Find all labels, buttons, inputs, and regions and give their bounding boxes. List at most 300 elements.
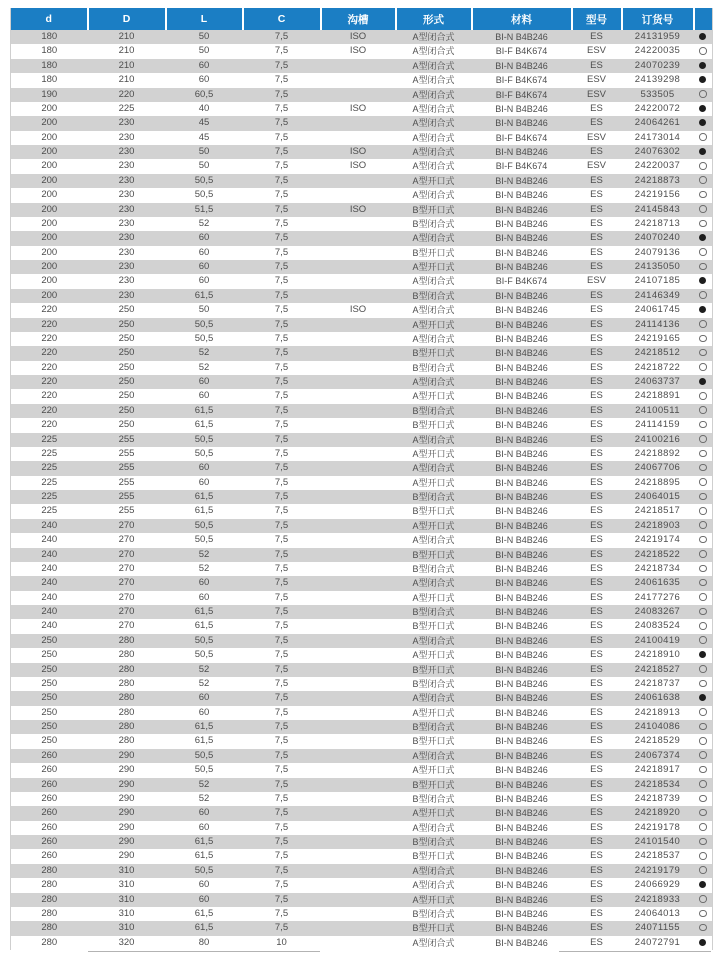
table-row: [11, 145, 713, 159]
cell-L: 50: [198, 160, 210, 172]
cell-groove: [321, 734, 396, 748]
table-row: [11, 634, 713, 648]
table-row: [11, 332, 713, 346]
open-dot-icon: [699, 47, 707, 55]
cell-model: ES: [590, 476, 603, 488]
cell-groove: ISO: [349, 203, 367, 215]
cell-form: A型闭合式: [412, 822, 455, 833]
cell-form: B型开口式: [412, 348, 455, 359]
cell-order: 24219179: [634, 864, 681, 876]
column-header-material: 材料: [472, 8, 572, 30]
cell-D: 230: [118, 174, 135, 186]
table-row: [11, 548, 713, 562]
cell-stock: [694, 663, 713, 677]
cell-form: A型闭合式: [412, 75, 455, 86]
cell-order: 24070239: [634, 59, 681, 71]
cell-model: ES: [590, 117, 603, 129]
cell-groove: [321, 778, 396, 792]
table-row: [11, 303, 713, 317]
cell-order: 24219178: [634, 821, 681, 833]
column-header-form: 形式: [396, 8, 472, 30]
cell-form: A型闭合式: [412, 103, 455, 114]
cell-form: B型开口式: [412, 247, 455, 258]
cell-material: BI-N B4B246: [495, 333, 548, 344]
cell-groove: [321, 792, 396, 806]
cell-material: BI-N B4B246: [495, 693, 548, 704]
cell-stock: [694, 792, 713, 806]
cell-C: 7,5: [274, 419, 289, 431]
cell-d: 200: [41, 189, 58, 201]
cell-d: 280: [41, 893, 58, 905]
cell-model: ESV: [586, 88, 606, 100]
cell-D: 250: [118, 318, 135, 330]
cell-order: 24218873: [634, 174, 681, 186]
column-header-d: d: [11, 8, 88, 30]
cell-D: 225: [118, 102, 135, 114]
table-row: [11, 849, 713, 863]
open-dot-icon: [699, 191, 707, 199]
cell-D: 230: [118, 189, 135, 201]
cell-D: 310: [118, 907, 135, 919]
cell-D: 250: [118, 347, 135, 359]
cell-L: 50,5: [194, 764, 214, 776]
table-row: [11, 921, 713, 935]
cell-form: A型闭合式: [412, 132, 455, 143]
table-row: [11, 188, 713, 202]
cell-material: BI-N B4B246: [495, 290, 548, 301]
cell-model: ES: [590, 936, 603, 948]
cell-form: A型开口式: [412, 391, 455, 402]
cell-order: 24218517: [634, 505, 681, 517]
cell-form: A型闭合式: [412, 937, 455, 948]
table-row: [11, 835, 713, 849]
table-row: [11, 893, 713, 907]
cell-C: 7,5: [274, 649, 289, 661]
cell-groove: [321, 562, 396, 576]
cell-C: 7,5: [274, 261, 289, 272]
open-dot-icon: [699, 263, 707, 271]
cell-order: 24218903: [634, 519, 681, 531]
cell-order: 24218917: [634, 764, 681, 776]
cell-groove: [321, 619, 396, 633]
cell-L: 40: [198, 102, 210, 114]
cell-stock: [694, 936, 713, 950]
cell-material: BI-N B4B246: [495, 578, 548, 589]
table-row: [11, 346, 713, 360]
table-row: [11, 44, 713, 58]
cell-D: 290: [118, 764, 135, 776]
table-row: [11, 246, 713, 260]
cell-C: 7,5: [274, 562, 289, 574]
open-dot-icon: [699, 565, 707, 573]
open-dot-icon: [699, 478, 707, 486]
filled-dot-icon: [699, 306, 706, 313]
cell-stock: [694, 533, 713, 547]
cell-material: BI-N B4B246: [495, 262, 548, 272]
cell-d: 240: [41, 591, 58, 603]
cell-material: BI-N B4B246: [495, 722, 548, 732]
cell-groove: [321, 878, 396, 892]
cell-groove: ISO: [349, 146, 367, 157]
cell-order: 24101540: [634, 836, 681, 847]
cell-model: ES: [590, 663, 603, 675]
cell-C: 7,5: [274, 476, 289, 488]
cell-d: 280: [41, 879, 58, 891]
cell-groove: ISO: [349, 31, 367, 42]
cell-L: 60: [198, 476, 210, 488]
cell-stock: [694, 231, 713, 245]
cell-L: 61,5: [194, 735, 214, 747]
table-row: [11, 864, 713, 878]
cell-model: ES: [590, 433, 603, 445]
cell-order: 24064261: [634, 117, 681, 129]
cell-material: BI-F B4K674: [495, 46, 548, 57]
cell-D: 270: [118, 562, 135, 574]
cell-d: 280: [41, 907, 58, 919]
cell-stock: [694, 73, 713, 87]
cell-form: B型开口式: [412, 779, 455, 790]
cell-L: 60: [198, 577, 210, 589]
cell-d: 250: [41, 649, 58, 661]
cell-C: 10: [276, 936, 287, 948]
cell-stock: [694, 720, 713, 734]
cell-L: 60: [198, 591, 210, 603]
cell-D: 230: [118, 217, 135, 229]
cell-D: 250: [118, 404, 135, 416]
open-dot-icon: [699, 493, 707, 501]
cell-material: BI-N B4B246: [495, 391, 548, 402]
cell-D: 290: [118, 850, 135, 862]
table-row: [11, 792, 713, 806]
open-dot-icon: [699, 622, 707, 630]
cell-stock: [694, 102, 713, 116]
cell-d: 200: [41, 217, 58, 229]
cell-d: 200: [41, 160, 58, 172]
open-dot-icon: [699, 521, 707, 529]
cell-material: BI-N B4B246: [495, 305, 548, 316]
cell-form: B型闭合式: [412, 290, 455, 301]
cell-material: BI-F B4K674: [495, 276, 548, 287]
cell-L: 60: [198, 821, 210, 833]
cell-material: BI-N B4B246: [495, 837, 548, 847]
cell-C: 7,5: [274, 217, 289, 229]
cell-material: BI-N B4B246: [495, 448, 548, 459]
cell-material: BI-N B4B246: [495, 851, 548, 862]
cell-D: 270: [118, 534, 135, 546]
cell-material: BI-N B4B246: [495, 348, 548, 359]
table-row: [11, 73, 713, 87]
cell-d: 220: [41, 332, 58, 344]
cell-order: 24218522: [634, 548, 681, 560]
cell-stock: [694, 346, 713, 360]
table-row: [11, 476, 713, 490]
cell-d: 240: [41, 620, 58, 632]
cell-form: A型闭合式: [412, 377, 455, 387]
cell-order: 24218512: [634, 347, 681, 359]
cell-material: BI-N B4B246: [495, 420, 548, 431]
cell-d: 220: [41, 318, 58, 330]
cell-stock: [694, 145, 713, 159]
cell-d: 200: [41, 203, 58, 215]
cell-material: BI-N B4B246: [495, 865, 548, 876]
cell-C: 7,5: [274, 792, 289, 804]
cell-d: 220: [41, 404, 58, 416]
table-row: [11, 936, 713, 950]
cell-stock: [694, 174, 713, 188]
cell-D: 280: [118, 677, 135, 689]
cell-form: B型闭合式: [412, 405, 455, 416]
table-row: [11, 418, 713, 432]
cell-d: 280: [41, 936, 58, 948]
cell-L: 50: [198, 304, 210, 316]
table-row: [11, 131, 713, 145]
cell-material: BI-N B4B246: [495, 779, 548, 790]
cell-d: 225: [41, 447, 58, 459]
cell-d: 250: [41, 721, 58, 732]
cell-C: 7,5: [274, 31, 289, 42]
cell-model: ES: [590, 807, 603, 819]
cell-D: 230: [118, 203, 135, 215]
cell-L: 60: [198, 390, 210, 402]
cell-L: 50,5: [194, 189, 214, 201]
open-dot-icon: [699, 680, 707, 688]
table-row: [11, 433, 713, 447]
cell-L: 80: [198, 936, 210, 948]
cell-material: BI-N B4B246: [495, 793, 548, 804]
cell-material: BI-N B4B246: [495, 535, 548, 546]
cell-C: 7,5: [274, 634, 289, 646]
cell-L: 50,5: [194, 634, 214, 646]
open-dot-icon: [699, 435, 707, 443]
cell-C: 7,5: [274, 491, 289, 502]
cell-L: 60: [198, 376, 210, 387]
cell-model: ES: [590, 634, 603, 646]
cell-material: BI-F B4K674: [495, 132, 548, 143]
cell-order: 24218734: [634, 562, 681, 574]
cell-material: BI-N B4B246: [495, 405, 548, 416]
cell-order: 24218910: [634, 649, 681, 661]
cell-D: 270: [118, 591, 135, 603]
cell-C: 7,5: [274, 45, 289, 57]
cell-L: 50: [198, 31, 210, 42]
cell-C: 7,5: [274, 203, 289, 215]
cell-form: A型闭合式: [412, 693, 455, 704]
cell-stock: [694, 433, 713, 447]
cell-model: ES: [590, 519, 603, 531]
cell-model: ES: [590, 318, 603, 330]
cell-d: 250: [41, 634, 58, 646]
cell-d: 240: [41, 519, 58, 531]
cell-stock: [694, 634, 713, 648]
table-row: [11, 361, 713, 375]
cell-D: 280: [118, 706, 135, 718]
cell-D: 220: [118, 88, 135, 100]
cell-D: 210: [118, 31, 135, 42]
cell-stock: [694, 849, 713, 863]
cell-order: 24064015: [634, 491, 681, 502]
cell-D: 290: [118, 749, 135, 761]
cell-stock: [694, 864, 713, 878]
filled-dot-icon: [699, 148, 706, 155]
table-row: [11, 821, 713, 835]
cell-form: B型闭合式: [412, 837, 455, 847]
cell-stock: [694, 246, 713, 260]
cell-form: B型开口式: [412, 621, 455, 632]
cell-form: B型闭合式: [412, 793, 455, 804]
cell-C: 7,5: [274, 807, 289, 819]
cell-groove: [321, 663, 396, 677]
open-dot-icon: [699, 507, 707, 515]
cell-material: BI-F B4K674: [495, 161, 548, 172]
cell-form: A型闭合式: [412, 880, 455, 891]
table-row: [11, 734, 713, 748]
cell-groove: ISO: [349, 102, 367, 114]
cell-groove: [321, 188, 396, 202]
cell-groove: [321, 591, 396, 605]
cell-stock: [694, 361, 713, 375]
table-row: [11, 231, 713, 245]
cell-form: B型闭合式: [412, 218, 455, 229]
cell-C: 7,5: [274, 347, 289, 359]
cell-d: 260: [41, 821, 58, 833]
cell-form: A型闭合式: [412, 276, 455, 287]
cell-d: 260: [41, 807, 58, 819]
cell-form: B型开口式: [412, 923, 455, 934]
cell-model: ES: [590, 102, 603, 114]
cell-L: 52: [198, 677, 210, 689]
cell-model: ES: [590, 864, 603, 876]
cell-d: 200: [41, 174, 58, 186]
cell-material: BI-N B4B246: [495, 664, 548, 675]
cell-C: 7,5: [274, 721, 289, 732]
cell-D: 290: [118, 778, 135, 790]
cell-C: 7,5: [274, 318, 289, 330]
cell-material: BI-N B4B246: [495, 822, 548, 833]
cell-form: A型闭合式: [412, 60, 455, 71]
cell-form: A型开口式: [412, 765, 455, 776]
cell-groove: [321, 260, 396, 274]
cell-material: BI-N B4B246: [495, 32, 548, 42]
cell-form: A型闭合式: [412, 434, 455, 445]
cell-stock: [694, 821, 713, 835]
table-bottom-border-left: [88, 951, 320, 952]
cell-order: 24218737: [634, 677, 681, 689]
cell-d: 240: [41, 548, 58, 560]
cell-C: 7,5: [274, 922, 289, 934]
cell-d: 260: [41, 792, 58, 804]
cell-material: BI-N B4B246: [495, 563, 548, 574]
cell-groove: [321, 389, 396, 403]
table-row: [11, 461, 713, 475]
cell-d: 220: [41, 390, 58, 402]
cell-model: ES: [590, 447, 603, 459]
cell-form: B型闭合式: [412, 607, 455, 617]
table-row: [11, 720, 713, 734]
cell-material: BI-N B4B246: [495, 808, 548, 819]
cell-C: 7,5: [274, 577, 289, 589]
cell-order: 24219156: [634, 189, 681, 201]
cell-C: 7,5: [274, 462, 289, 474]
cell-groove: ISO: [349, 45, 367, 57]
cell-form: B型闭合式: [412, 908, 455, 919]
cell-d: 240: [41, 577, 58, 589]
cell-C: 7,5: [274, 88, 289, 100]
cell-D: 270: [118, 577, 135, 589]
cell-d: 260: [41, 778, 58, 790]
cell-d: 180: [41, 31, 58, 42]
cell-C: 7,5: [274, 821, 289, 833]
cell-groove: [321, 893, 396, 907]
cell-model: ES: [590, 792, 603, 804]
table-row: [11, 289, 713, 303]
cell-form: B型闭合式: [412, 678, 455, 689]
cell-form: A型闭合式: [412, 333, 455, 344]
cell-stock: [694, 706, 713, 720]
cell-stock: [694, 648, 713, 662]
cell-d: 220: [41, 304, 58, 316]
open-dot-icon: [699, 133, 707, 141]
cell-groove: [321, 936, 396, 950]
cell-C: 7,5: [274, 879, 289, 891]
cell-L: 60: [198, 879, 210, 891]
table-row: [11, 88, 713, 102]
cell-groove: [321, 131, 396, 145]
cell-C: 7,5: [274, 548, 289, 560]
cell-C: 7,5: [274, 534, 289, 546]
cell-L: 61,5: [194, 404, 214, 416]
cell-model: ES: [590, 31, 603, 42]
cell-L: 61,5: [194, 922, 214, 934]
cell-C: 7,5: [274, 376, 289, 387]
cell-form: A型开口式: [412, 707, 455, 718]
cell-groove: [321, 720, 396, 734]
cell-order: 24220037: [634, 160, 681, 172]
cell-D: 280: [118, 721, 135, 732]
cell-form: A型闭合式: [412, 305, 455, 316]
cell-model: ES: [590, 821, 603, 833]
table-row: [11, 30, 713, 44]
cell-form: A型闭合式: [412, 118, 455, 129]
cell-D: 230: [118, 131, 135, 143]
cell-groove: [321, 921, 396, 935]
cell-stock: [694, 188, 713, 202]
cell-order: 24063737: [634, 376, 681, 387]
cell-groove: [321, 476, 396, 490]
cell-model: ES: [590, 462, 603, 474]
cell-form: A型闭合式: [412, 750, 455, 761]
table-row: [11, 591, 713, 605]
open-dot-icon: [699, 823, 707, 831]
cell-model: ES: [590, 59, 603, 71]
cell-material: BI-N B4B246: [495, 118, 548, 129]
cell-form: A型开口式: [412, 894, 455, 905]
cell-model: ES: [590, 217, 603, 229]
cell-D: 280: [118, 735, 135, 747]
cell-groove: [321, 821, 396, 835]
cell-C: 7,5: [274, 620, 289, 632]
cell-D: 250: [118, 376, 135, 387]
cell-model: ES: [590, 174, 603, 186]
cell-order: 24061638: [634, 692, 681, 704]
cell-groove: [321, 447, 396, 461]
cell-stock: [694, 116, 713, 130]
cell-model: ES: [590, 390, 603, 402]
cell-L: 52: [198, 792, 210, 804]
cell-form: A型开口式: [412, 262, 455, 272]
cell-order: 24220072: [634, 102, 681, 114]
cell-order: 24064013: [634, 907, 681, 919]
open-dot-icon: [699, 550, 707, 558]
